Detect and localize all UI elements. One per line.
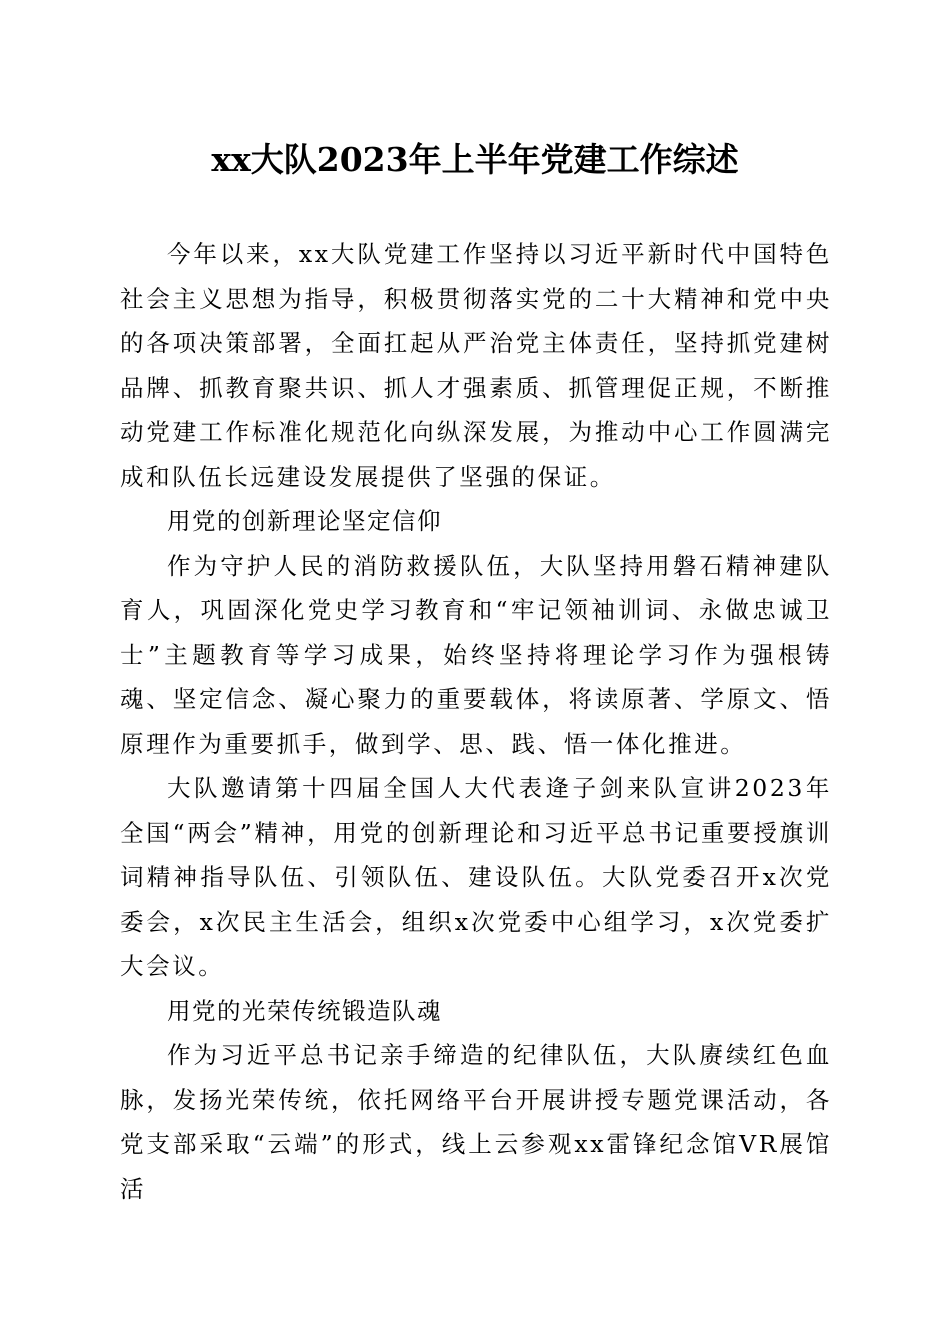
section-heading-tradition: 用党的光荣传统锻造队魂 bbox=[167, 996, 442, 1025]
intro-paragraph: 今年以来，xx大队党建工作坚持以习近平新时代中国特色社会主义思想为指导，积极贯彻落实党的二十大精神和党中央的各项决策部署，全面扛起从严治党主体责任，坚持抓党建树品牌、抓教育聚共识、抓人才强素质、抓管理促正规，不断推动党建工作标准化规范化向纵深发展，为推动中心工作圆满完成和队伍长远建设发展提供了坚强的保证。 bbox=[120, 240, 832, 491]
body-paragraph: 作为守护人民的消防救援队伍，大队坚持用磐石精神建队育人，巩固深化党史学习教育和“牢记领袖训词、永做忠诚卫士”主题教育等学习成果，始终坚持将理论学习作为强根铸魂、坚定信念、凝心聚力的重要载体，将读原著、学原文、悟原理作为重要抓手，做到学、思、践、悟一体化推进。 bbox=[120, 551, 832, 758]
section-heading-theory: 用党的创新理论坚定信仰 bbox=[167, 507, 442, 535]
document-title: xx大队2023年上半年党建工作综述 bbox=[211, 140, 739, 179]
document-body bbox=[120, 232, 832, 1211]
body-paragraph: 作为习近平总书记亲手缔造的纪律队伍，大队赓续红色血脉，发扬光荣传统，依托网络平台开展讲授专题党课活动，各党支部采取“云端”的形式，线上云参观xx雷锋纪念馆VR展馆活 bbox=[120, 1041, 832, 1203]
body-paragraph: 大队邀请第十四届全国人大代表逄子剑来队宣讲2023年全国“两会”精神，用党的创新理论和习近平总书记重要授旗训词精神指导队伍、引领队伍、建设队伍。大队党委召开x次党委会，x次民主生活会，组织x次党委中心组学习，x次党委扩大会议。 bbox=[120, 774, 832, 980]
